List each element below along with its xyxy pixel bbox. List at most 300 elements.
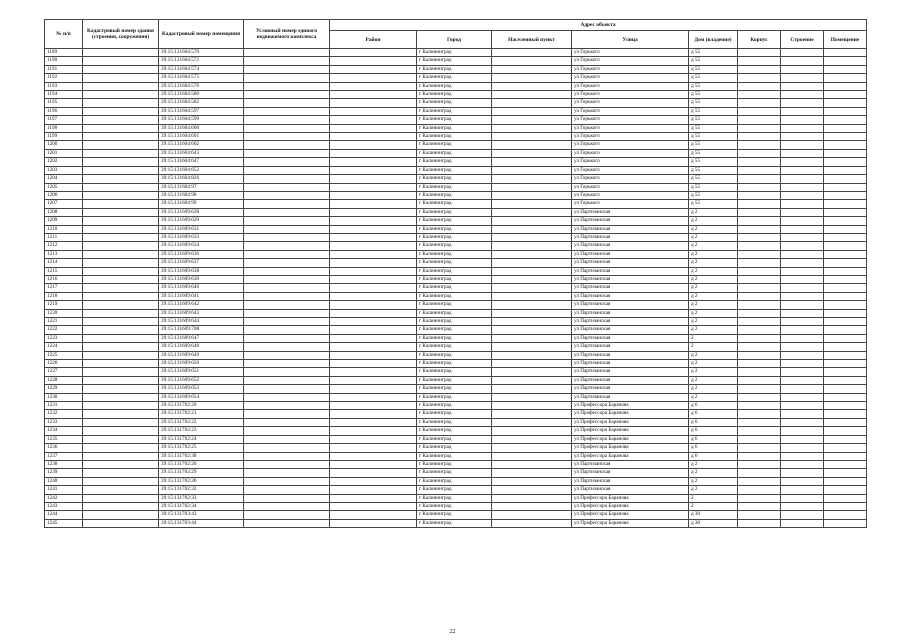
cell-stroenie bbox=[781, 427, 824, 435]
table-row bbox=[45, 494, 867, 502]
cell-pomeshchenie bbox=[824, 343, 867, 351]
cell-street: ул Партизанская bbox=[572, 225, 689, 233]
cell-num: 1243 bbox=[45, 502, 83, 510]
cell-cad-premises: 39:15:131609:708 bbox=[159, 326, 244, 334]
cell-cad-building bbox=[83, 402, 159, 410]
cell-cad-building bbox=[83, 469, 159, 477]
cell-house: д 6 bbox=[689, 418, 738, 426]
table-row bbox=[45, 511, 867, 519]
property-table bbox=[44, 19, 867, 528]
table-row bbox=[45, 376, 867, 384]
cell-cad-premises: 39:15:131702:20 bbox=[159, 402, 244, 410]
table-row bbox=[45, 486, 867, 494]
cell-num: 1218 bbox=[45, 292, 83, 300]
cell-stroenie bbox=[781, 250, 824, 258]
cell-pomeshchenie bbox=[824, 183, 867, 191]
cell-district bbox=[330, 326, 417, 334]
cell-city: г Калининград bbox=[417, 427, 492, 435]
cell-korpus bbox=[738, 519, 781, 527]
cell-house: д 30 bbox=[689, 519, 738, 527]
cell-settlement bbox=[492, 494, 572, 502]
cell-settlement bbox=[492, 183, 572, 191]
cell-street: ул Горького bbox=[572, 99, 689, 107]
cell-cad-premises: 39:15:131604:826 bbox=[159, 175, 244, 183]
cell-pomeshchenie bbox=[824, 351, 867, 359]
cell-cad-building bbox=[83, 267, 159, 275]
cell-cad-premises: 39:15:131604:572 bbox=[159, 57, 244, 65]
cell-house: д 2 bbox=[689, 360, 738, 368]
cell-pomeshchenie bbox=[824, 410, 867, 418]
cell-city: г Калининград bbox=[417, 376, 492, 384]
cell-cad-building bbox=[83, 200, 159, 208]
cell-cad-premises: 39:15:131609:648 bbox=[159, 343, 244, 351]
cell-stroenie bbox=[781, 275, 824, 283]
cell-pomeshchenie bbox=[824, 477, 867, 485]
cell-street: ул Профессора Баранова bbox=[572, 452, 689, 460]
cell-district bbox=[330, 418, 417, 426]
cell-cad-premises: 39:15:131609:639 bbox=[159, 275, 244, 283]
header-num: № п/п bbox=[45, 20, 83, 49]
cell-cad-premises: 39:15:131609:654 bbox=[159, 393, 244, 401]
cell-district bbox=[330, 191, 417, 199]
cell-house: д 2 bbox=[689, 267, 738, 275]
cell-pomeshchenie bbox=[824, 460, 867, 468]
cell-cad-building bbox=[83, 393, 159, 401]
cell-settlement bbox=[492, 166, 572, 174]
cell-city: г Калининград bbox=[417, 74, 492, 82]
cell-settlement bbox=[492, 393, 572, 401]
cell-pomeshchenie bbox=[824, 368, 867, 376]
cell-district bbox=[330, 343, 417, 351]
cell-district bbox=[330, 301, 417, 309]
cell-korpus bbox=[738, 242, 781, 250]
cell-korpus bbox=[738, 74, 781, 82]
cell-street: ул Профессора Баранова bbox=[572, 435, 689, 443]
cell-street: ул Партизанская bbox=[572, 376, 689, 384]
header-pomeshchenie: Помещение bbox=[824, 31, 867, 49]
cell-city: г Калининград bbox=[417, 477, 492, 485]
cell-district bbox=[330, 124, 417, 132]
table-row bbox=[45, 225, 867, 233]
cell-city: г Калининград bbox=[417, 217, 492, 225]
cell-cad-building bbox=[83, 351, 159, 359]
table-row bbox=[45, 385, 867, 393]
cell-district bbox=[330, 225, 417, 233]
cell-house: д 2 bbox=[689, 225, 738, 233]
cell-cond-number bbox=[244, 65, 330, 73]
cell-stroenie bbox=[781, 133, 824, 141]
cell-stroenie bbox=[781, 65, 824, 73]
cell-korpus bbox=[738, 259, 781, 267]
table-row bbox=[45, 242, 867, 250]
cell-city: г Калининград bbox=[417, 452, 492, 460]
cell-pomeshchenie bbox=[824, 242, 867, 250]
table-row bbox=[45, 460, 867, 468]
cell-street: ул Горького bbox=[572, 158, 689, 166]
cell-city: г Калининград bbox=[417, 233, 492, 241]
table-row bbox=[45, 124, 867, 132]
cell-cad-premises: 39:15:131702:24 bbox=[159, 435, 244, 443]
table-row bbox=[45, 183, 867, 191]
cell-city: г Калининград bbox=[417, 301, 492, 309]
cell-cond-number bbox=[244, 74, 330, 82]
cell-korpus bbox=[738, 511, 781, 519]
table-row bbox=[45, 351, 867, 359]
cell-city: г Калининград bbox=[417, 91, 492, 99]
cell-settlement bbox=[492, 225, 572, 233]
cell-korpus bbox=[738, 99, 781, 107]
table-row bbox=[45, 149, 867, 157]
cell-korpus bbox=[738, 351, 781, 359]
cell-house: 2 bbox=[689, 343, 738, 351]
cell-cad-premises: 39:15:131609:652 bbox=[159, 376, 244, 384]
cell-settlement bbox=[492, 427, 572, 435]
cell-korpus bbox=[738, 284, 781, 292]
cell-num: 1189 bbox=[45, 49, 83, 57]
cell-settlement bbox=[492, 99, 572, 107]
cell-pomeshchenie bbox=[824, 469, 867, 477]
cell-house: д 2 bbox=[689, 376, 738, 384]
cell-cad-building bbox=[83, 217, 159, 225]
cell-settlement bbox=[492, 301, 572, 309]
cell-city: г Калининград bbox=[417, 334, 492, 342]
cell-cond-number bbox=[244, 284, 330, 292]
cell-district bbox=[330, 351, 417, 359]
cell-house: д 2 bbox=[689, 326, 738, 334]
cell-stroenie bbox=[781, 477, 824, 485]
cell-cad-premises: 39:15:131609:644 bbox=[159, 318, 244, 326]
cell-cad-building bbox=[83, 166, 159, 174]
cell-cond-number bbox=[244, 326, 330, 334]
cell-stroenie bbox=[781, 74, 824, 82]
cell-district bbox=[330, 49, 417, 57]
cell-pomeshchenie bbox=[824, 393, 867, 401]
cell-cad-premises: 39:15:131609:631 bbox=[159, 225, 244, 233]
cell-house: д 2 bbox=[689, 259, 738, 267]
cell-settlement bbox=[492, 91, 572, 99]
cell-street: ул Партизанская bbox=[572, 233, 689, 241]
cell-cad-premises: 39:15:131702:38 bbox=[159, 452, 244, 460]
table-row bbox=[45, 477, 867, 485]
cell-house: 2 bbox=[689, 494, 738, 502]
cell-stroenie bbox=[781, 183, 824, 191]
cell-num: 1196 bbox=[45, 107, 83, 115]
table-row bbox=[45, 275, 867, 283]
cell-num: 1235 bbox=[45, 435, 83, 443]
cell-district bbox=[330, 208, 417, 216]
cell-stroenie bbox=[781, 410, 824, 418]
cell-district bbox=[330, 133, 417, 141]
cell-cad-premises: 39:15:131609:653 bbox=[159, 385, 244, 393]
cell-korpus bbox=[738, 191, 781, 199]
cell-street: ул Партизанская bbox=[572, 292, 689, 300]
cell-street: ул Партизанская bbox=[572, 343, 689, 351]
header-street: Улица bbox=[572, 31, 689, 49]
cell-num: 1215 bbox=[45, 267, 83, 275]
cell-city: г Калининград bbox=[417, 502, 492, 510]
registry-sheet bbox=[44, 19, 866, 528]
cell-num: 1241 bbox=[45, 486, 83, 494]
cell-korpus bbox=[738, 486, 781, 494]
cell-district bbox=[330, 502, 417, 510]
cell-house: д 55 bbox=[689, 57, 738, 65]
cell-street: ул Горького bbox=[572, 65, 689, 73]
cell-city: г Калининград bbox=[417, 511, 492, 519]
cell-house: д 55 bbox=[689, 116, 738, 124]
cell-house: д 2 bbox=[689, 393, 738, 401]
cell-cad-building bbox=[83, 191, 159, 199]
cell-cad-building bbox=[83, 318, 159, 326]
cell-num: 1200 bbox=[45, 141, 83, 149]
cell-street: ул Партизанская bbox=[572, 318, 689, 326]
cell-korpus bbox=[738, 376, 781, 384]
cell-district bbox=[330, 452, 417, 460]
cell-cond-number bbox=[244, 435, 330, 443]
cell-cond-number bbox=[244, 275, 330, 283]
cell-stroenie bbox=[781, 284, 824, 292]
cell-num: 1234 bbox=[45, 427, 83, 435]
cell-city: г Калининград bbox=[417, 343, 492, 351]
cell-city: г Калининград bbox=[417, 494, 492, 502]
cell-house: д 55 bbox=[689, 91, 738, 99]
cell-korpus bbox=[738, 233, 781, 241]
cell-cond-number bbox=[244, 410, 330, 418]
cell-korpus bbox=[738, 175, 781, 183]
cell-num: 1213 bbox=[45, 250, 83, 258]
cell-district bbox=[330, 242, 417, 250]
cell-settlement bbox=[492, 418, 572, 426]
cell-stroenie bbox=[781, 225, 824, 233]
cell-house: д 2 bbox=[689, 368, 738, 376]
cell-cad-building bbox=[83, 149, 159, 157]
cell-stroenie bbox=[781, 460, 824, 468]
cell-city: г Калининград bbox=[417, 418, 492, 426]
cell-settlement bbox=[492, 82, 572, 90]
cell-pomeshchenie bbox=[824, 233, 867, 241]
cell-house: д 6 bbox=[689, 427, 738, 435]
cell-korpus bbox=[738, 494, 781, 502]
cell-cond-number bbox=[244, 469, 330, 477]
cell-street: ул Партизанская bbox=[572, 385, 689, 393]
cell-district bbox=[330, 275, 417, 283]
cell-city: г Калининград bbox=[417, 149, 492, 157]
cell-korpus bbox=[738, 57, 781, 65]
cell-cad-premises: 39:15:131702:21 bbox=[159, 410, 244, 418]
cell-korpus bbox=[738, 267, 781, 275]
cell-pomeshchenie bbox=[824, 427, 867, 435]
cell-num: 1219 bbox=[45, 301, 83, 309]
cell-street: ул Профессора Баранова bbox=[572, 511, 689, 519]
cell-cad-building bbox=[83, 309, 159, 317]
cell-district bbox=[330, 183, 417, 191]
cell-num: 1195 bbox=[45, 99, 83, 107]
cell-cond-number bbox=[244, 376, 330, 384]
cell-cad-premises: 39:15:131702:23 bbox=[159, 427, 244, 435]
cell-street: ул Горького bbox=[572, 116, 689, 124]
cell-settlement bbox=[492, 502, 572, 510]
cell-city: г Калининград bbox=[417, 225, 492, 233]
cell-num: 1238 bbox=[45, 460, 83, 468]
cell-district bbox=[330, 74, 417, 82]
table-row bbox=[45, 309, 867, 317]
cell-district bbox=[330, 410, 417, 418]
cell-cond-number bbox=[244, 486, 330, 494]
cell-pomeshchenie bbox=[824, 502, 867, 510]
cell-korpus bbox=[738, 107, 781, 115]
cell-num: 1225 bbox=[45, 351, 83, 359]
cell-num: 1206 bbox=[45, 191, 83, 199]
cell-settlement bbox=[492, 385, 572, 393]
cell-cad-premises: 39:15:131609:636 bbox=[159, 250, 244, 258]
cell-house: д 55 bbox=[689, 65, 738, 73]
cell-num: 1224 bbox=[45, 343, 83, 351]
cell-korpus bbox=[738, 477, 781, 485]
header-house: Дом (владение) bbox=[689, 31, 738, 49]
cell-num: 1222 bbox=[45, 326, 83, 334]
cell-korpus bbox=[738, 368, 781, 376]
cell-district bbox=[330, 519, 417, 527]
cell-city: г Калининград bbox=[417, 402, 492, 410]
cell-num: 1229 bbox=[45, 385, 83, 393]
cell-cond-number bbox=[244, 502, 330, 510]
table-row bbox=[45, 259, 867, 267]
cell-stroenie bbox=[781, 376, 824, 384]
cell-street: ул Партизанская bbox=[572, 309, 689, 317]
cell-cad-building bbox=[83, 360, 159, 368]
cell-settlement bbox=[492, 124, 572, 132]
cell-stroenie bbox=[781, 233, 824, 241]
cell-city: г Калининград bbox=[417, 133, 492, 141]
cell-house: д 2 bbox=[689, 469, 738, 477]
cell-stroenie bbox=[781, 360, 824, 368]
cell-stroenie bbox=[781, 326, 824, 334]
cell-korpus bbox=[738, 141, 781, 149]
cell-city: г Калининград bbox=[417, 191, 492, 199]
cell-house: д 55 bbox=[689, 141, 738, 149]
cell-pomeshchenie bbox=[824, 326, 867, 334]
cell-cad-building bbox=[83, 65, 159, 73]
table-row bbox=[45, 444, 867, 452]
cell-stroenie bbox=[781, 343, 824, 351]
cell-district bbox=[330, 460, 417, 468]
cell-cad-building bbox=[83, 418, 159, 426]
cell-num: 1194 bbox=[45, 91, 83, 99]
cell-cad-building bbox=[83, 511, 159, 519]
cell-korpus bbox=[738, 444, 781, 452]
cell-house: д 55 bbox=[689, 82, 738, 90]
cell-korpus bbox=[738, 200, 781, 208]
cell-house: д 55 bbox=[689, 183, 738, 191]
cell-num: 1214 bbox=[45, 259, 83, 267]
cell-district bbox=[330, 292, 417, 300]
cell-num: 1204 bbox=[45, 175, 83, 183]
cell-stroenie bbox=[781, 444, 824, 452]
cell-stroenie bbox=[781, 368, 824, 376]
cell-cad-premises: 39:15:131609:634 bbox=[159, 242, 244, 250]
cell-cond-number bbox=[244, 82, 330, 90]
cell-korpus bbox=[738, 326, 781, 334]
header-cad-premises: Кадастровый номер помещения bbox=[159, 20, 244, 49]
cell-settlement bbox=[492, 259, 572, 267]
cell-korpus bbox=[738, 82, 781, 90]
cell-cad-premises: 39:15:131609:642 bbox=[159, 301, 244, 309]
cell-stroenie bbox=[781, 200, 824, 208]
cell-city: г Калининград bbox=[417, 292, 492, 300]
cell-num: 1209 bbox=[45, 217, 83, 225]
cell-cond-number bbox=[244, 250, 330, 258]
cell-pomeshchenie bbox=[824, 250, 867, 258]
table-row bbox=[45, 133, 867, 141]
table-row bbox=[45, 141, 867, 149]
cell-stroenie bbox=[781, 267, 824, 275]
cell-house: д 55 bbox=[689, 74, 738, 82]
cell-pomeshchenie bbox=[824, 217, 867, 225]
cell-num: 1203 bbox=[45, 166, 83, 174]
table-row bbox=[45, 250, 867, 258]
cell-num: 1245 bbox=[45, 519, 83, 527]
cell-street: ул Партизанская bbox=[572, 393, 689, 401]
cell-korpus bbox=[738, 402, 781, 410]
cell-settlement bbox=[492, 267, 572, 275]
cell-cad-premises: 39:15:131604:643 bbox=[159, 149, 244, 157]
cell-cad-building bbox=[83, 343, 159, 351]
cell-num: 1199 bbox=[45, 133, 83, 141]
cell-city: г Калининград bbox=[417, 326, 492, 334]
table-row bbox=[45, 65, 867, 73]
cell-city: г Калининград bbox=[417, 65, 492, 73]
cell-stroenie bbox=[781, 511, 824, 519]
cell-cad-premises: 39:15:131702:33 bbox=[159, 494, 244, 502]
cell-district bbox=[330, 477, 417, 485]
cell-cad-premises: 39:15:131609:637 bbox=[159, 259, 244, 267]
cell-cad-building bbox=[83, 124, 159, 132]
cell-street: ул Горького bbox=[572, 191, 689, 199]
cell-cad-premises: 39:15:131609:640 bbox=[159, 284, 244, 292]
cell-settlement bbox=[492, 175, 572, 183]
cell-cad-premises: 39:15:131604:597 bbox=[159, 107, 244, 115]
cell-cad-building bbox=[83, 57, 159, 65]
table-row bbox=[45, 410, 867, 418]
cell-cad-building bbox=[83, 82, 159, 90]
cell-cad-premises: 39:15:131702:22 bbox=[159, 418, 244, 426]
cell-pomeshchenie bbox=[824, 133, 867, 141]
cell-district bbox=[330, 141, 417, 149]
header-cond-number: Условный номер единого недвижимого комплекса bbox=[244, 20, 330, 49]
cell-settlement bbox=[492, 116, 572, 124]
cell-house: д 2 bbox=[689, 318, 738, 326]
cell-stroenie bbox=[781, 402, 824, 410]
cell-city: г Калининград bbox=[417, 259, 492, 267]
cell-cad-premises: 39:15:131604:99 bbox=[159, 200, 244, 208]
table-row bbox=[45, 502, 867, 510]
cell-city: г Калининград bbox=[417, 410, 492, 418]
cell-street: ул Горького bbox=[572, 91, 689, 99]
cell-korpus bbox=[738, 166, 781, 174]
cell-settlement bbox=[492, 158, 572, 166]
cell-cad-building bbox=[83, 502, 159, 510]
cell-district bbox=[330, 360, 417, 368]
cell-cad-premises: 39:15:131604:580 bbox=[159, 91, 244, 99]
cell-city: г Калининград bbox=[417, 351, 492, 359]
cell-district bbox=[330, 217, 417, 225]
cell-korpus bbox=[738, 149, 781, 157]
cell-cond-number bbox=[244, 360, 330, 368]
cell-district bbox=[330, 57, 417, 65]
cell-district bbox=[330, 444, 417, 452]
cell-district bbox=[330, 385, 417, 393]
cell-street: ул Профессора Баранова bbox=[572, 519, 689, 527]
cell-district bbox=[330, 149, 417, 157]
